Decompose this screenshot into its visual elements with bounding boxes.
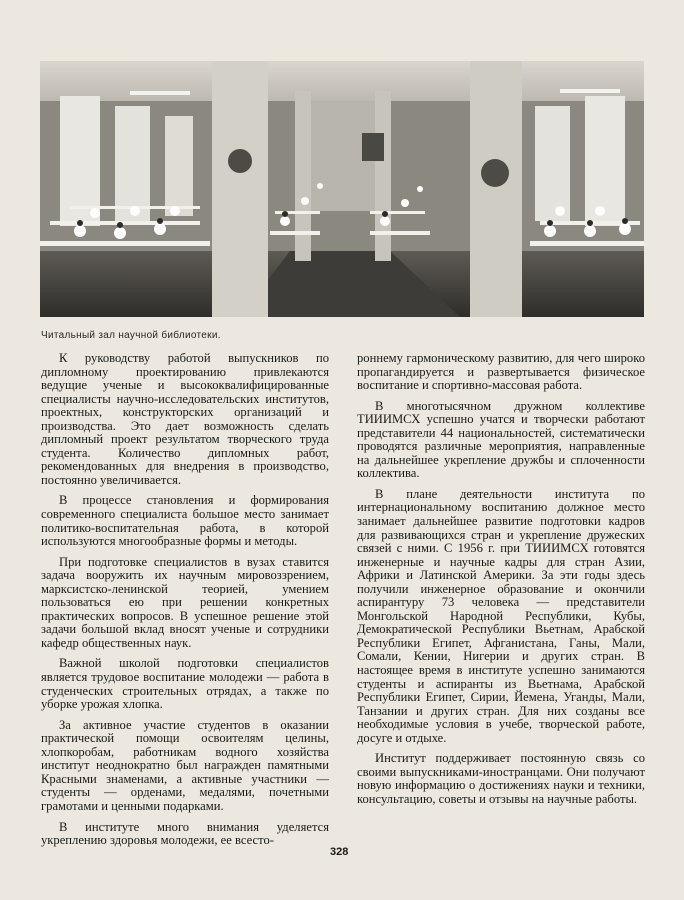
paragraph: Институт поддерживает постоянную связь со своими выпускниками-иностранцами. Они получают новую информацию о достижениях науки и техники, консультацию, советы и отзывы на научные работы. [357, 751, 645, 806]
paragraph: В процессе становления и формирования современного специалиста большое место занимает политико-воспитательная работа, в которой используются многообразные формы и методы. [41, 493, 329, 549]
page-number: 328 [330, 846, 349, 858]
paragraph: В институте много внимания уделяется укреплению здоровья молодежи, ее всесто- [41, 819, 329, 848]
reading-room-illustration [40, 61, 644, 317]
right-column [357, 352, 645, 814]
paragraph: К руководству работой выпускников по дипломному проектированию привлекаются ведущие ученые и высококвалифицированные специалисты научно-исследовательских институтов, проектных, конструкторских организаций и производства. Это дает возможность сделать дипломный проект результатом творческого труда студента. Количество дипломных работ, рекомендованных для внедрения в производство, постоянно увеличивается. [41, 351, 329, 487]
paragraph: За активное участие студентов в оказании практической помощи освоителям целины, хлопкоробам, работникам водного хозяйства институт неоднократно был награжден памятными Красными знаменами, а активные участники — студенты — орденами, медалями, почетными грамотами и ценными подарками. [41, 717, 329, 813]
paragraph-continuation: роннему гармоническому развитию, для чего широко пропагандируется и развертывается физическое воспитание и спортивно-массовая работа. [357, 351, 645, 393]
left-column [41, 352, 329, 855]
paragraph: В многотысячном дружном коллективе ТИИИМСХ успешно учатся и творчески работают представители 44 национальностей, систематически проводятся различные мероприятия, направленные на дальнейшее укрепление дружбы и сплоченности коллектива. [357, 398, 645, 481]
reading-room-photo [40, 61, 644, 317]
photo-caption: Читальный зал научной библиотеки. [41, 330, 221, 341]
paragraph: В плане деятельности института по интернациональному воспитанию должное место занимает дальнейшее развитие подготовки кадров для развивающихся стран и укрепление дружеских связей с ними. С 1956 г. при ТИИИМСХ готовятся инженерные и научные кадры для стран Азии, Африки и Латинской Америки. За эти годы здесь получили инженерное образование и окончили аспирантуру 73 человека — представители Монгольской Народной Республики, Кубы, Демократической Республики Вьетнам, Арабской Республики Египет, Афганистана, Ганы, Мали, Сомали, Кении, Нигерии и других стран. В настоящее время в институте успешно занимаются студенты и аспиранты из Вьетнама, Арабской Республики Египет, Сирии, Йемена, Уганды, Мали, Танзании и других стран. Для них созданы все необходимые условия в учебе, творческой работе, досуге и отдыхе. [357, 486, 645, 745]
paragraph: Важной школой подготовки специалистов является трудовое воспитание молодежи — работа в студенческих строительных отрядах, а также по уборке урожая хлопка. [41, 656, 329, 712]
paragraph: При подготовке специалистов в вузах ставится задача вооружить их научным мировоззрением, марксистско-ленинской теорией, умением пользоваться ею при решении конкретных практических вопросов. В успешное решение этой задачи большой вклад вносят ученые и сотрудники кафедр общественных наук. [41, 554, 329, 650]
